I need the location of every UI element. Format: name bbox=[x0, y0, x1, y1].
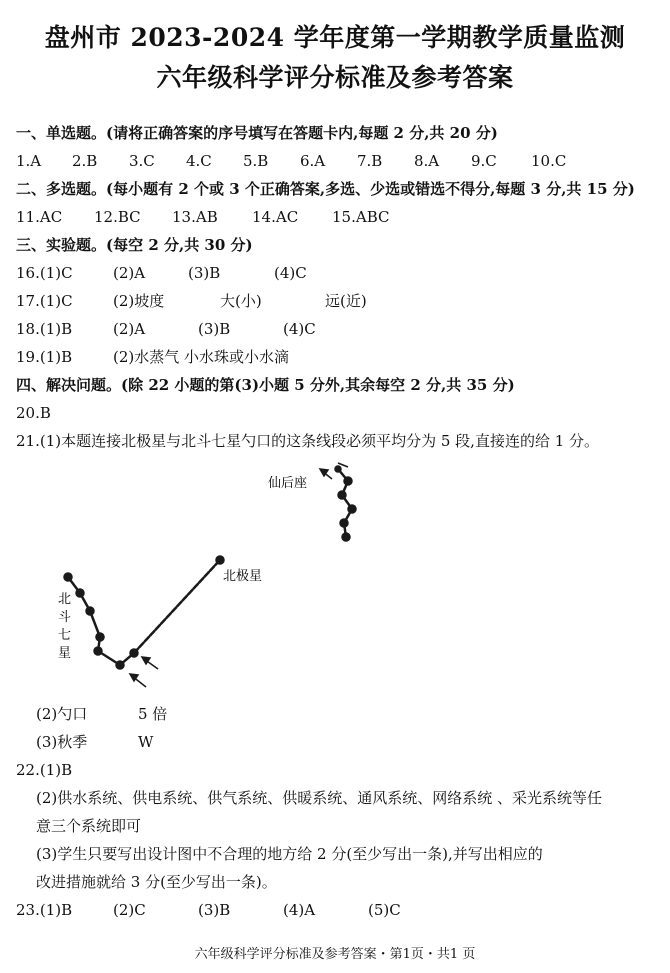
star-icon bbox=[342, 533, 350, 541]
star-icon bbox=[130, 649, 138, 657]
star-icon bbox=[340, 519, 348, 527]
q17-1: 17.(1)C bbox=[16, 292, 73, 310]
section1-heading: 一、单选题。(请将正确答案的序号填写在答题卡内,每题 2 分,共 20 分) bbox=[16, 124, 498, 142]
question-20: 20.B bbox=[16, 404, 51, 422]
question-22-part3-line2: 改进措施就给 3 分(至少写出一条)。 bbox=[36, 873, 277, 891]
q16-3: (3)B bbox=[188, 264, 221, 282]
answer-10: 10.C bbox=[531, 152, 567, 170]
label-polaris: 北极星 bbox=[223, 569, 263, 584]
q18-1: 18.(1)B bbox=[16, 320, 73, 338]
star-icon bbox=[64, 573, 72, 581]
label-dipper-3: 七 bbox=[58, 628, 72, 643]
answer-11: 11.AC bbox=[16, 208, 63, 226]
question-21-part2 bbox=[36, 704, 167, 724]
answer-4: 4.C bbox=[186, 152, 212, 170]
q16-4: (4)C bbox=[274, 264, 307, 282]
section1-answers bbox=[16, 151, 566, 171]
label-dipper-2: 斗 bbox=[58, 610, 72, 625]
polaris-connect-line bbox=[134, 560, 220, 653]
question-22-part1: 22.(1)B bbox=[16, 761, 73, 779]
q23-1: 23.(1)B bbox=[16, 901, 73, 919]
label-dipper-4: 星 bbox=[58, 646, 72, 661]
answer-13: 13.AB bbox=[172, 208, 218, 226]
q17-4: 远(近) bbox=[325, 292, 367, 310]
star-icon bbox=[76, 589, 84, 597]
q19-1: 19.(1)B bbox=[16, 348, 73, 366]
q21-2-label: (2)勺口 bbox=[36, 705, 88, 723]
star-map-diagram bbox=[40, 455, 380, 700]
question-17 bbox=[16, 291, 367, 311]
answer-3: 3.C bbox=[129, 152, 155, 170]
question-22-part2-line2: 意三个系统即可 bbox=[36, 817, 142, 835]
star-icon bbox=[116, 661, 124, 669]
question-18 bbox=[16, 319, 316, 339]
q19-2: (2)水蒸气 小水珠或小水滴 bbox=[113, 348, 290, 366]
q21-3-label: (3)秋季 bbox=[36, 733, 88, 751]
q17-2: (2)坡度 bbox=[113, 292, 165, 310]
answer-6: 6.A bbox=[300, 152, 326, 170]
star-icon bbox=[94, 647, 102, 655]
q17-3: 大(小) bbox=[220, 292, 262, 310]
answer-15: 15.ABC bbox=[332, 208, 390, 226]
star-icon bbox=[96, 633, 104, 641]
label-dipper-1: 北 bbox=[58, 592, 72, 607]
star-icon bbox=[338, 491, 346, 499]
section2-answers bbox=[16, 207, 389, 227]
q18-3: (3)B bbox=[198, 320, 231, 338]
answer-2: 2.B bbox=[72, 152, 98, 170]
document-title-line2: 六年级科学评分标准及参考答案 bbox=[156, 63, 514, 92]
answer-8: 8.A bbox=[414, 152, 440, 170]
star-icon bbox=[335, 466, 341, 472]
question-22-part3-line1: (3)学生只要写出设计图中不合理的地方给 2 分(至少写出一条),并写出相应的 bbox=[36, 845, 543, 863]
section4-heading: 四、解决问题。(除 22 小题的第(3)小题 5 分外,其余每空 2 分,共 35 分) bbox=[16, 376, 515, 394]
q21-2-answer: 5 倍 bbox=[138, 705, 168, 723]
q23-5: (5)C bbox=[368, 901, 401, 919]
section2-heading: 二、多选题。(每小题有 2 个或 3 个正确答案,多选、少选或错选不得分,每题 3 分,共 15 分) bbox=[16, 180, 635, 198]
question-19 bbox=[16, 347, 289, 367]
q18-4: (4)C bbox=[283, 320, 316, 338]
label-cassiopeia: 仙后座 bbox=[268, 476, 308, 491]
q23-3: (3)B bbox=[198, 901, 231, 919]
question-16 bbox=[16, 263, 307, 283]
q21-3-answer: W bbox=[138, 733, 154, 751]
answer-7: 7.B bbox=[357, 152, 383, 170]
document-title-line1: 盘州市 2023-2024 学年度第一学期教学质量监测 bbox=[44, 23, 626, 52]
q18-2: (2)A bbox=[113, 320, 146, 338]
q23-2: (2)C bbox=[113, 901, 146, 919]
question-22-part2-line1: (2)供水系统、供电系统、供气系统、供暖系统、通风系统、网络系统 、采光系统等任 bbox=[36, 789, 603, 807]
question-21-part1: 21.(1)本题连接北极星与北斗七星勺口的这条线段必须平均分为 5 段,直接连的给 1 分。 bbox=[16, 432, 600, 450]
question-21-part3 bbox=[36, 732, 153, 752]
star-icon bbox=[216, 556, 224, 564]
page-footer: 六年级科学评分标准及参考答案・第1页・共1 页 bbox=[194, 947, 476, 962]
q16-1: 16.(1)C bbox=[16, 264, 73, 282]
answer-14: 14.AC bbox=[252, 208, 299, 226]
answer-9: 9.C bbox=[471, 152, 497, 170]
question-23 bbox=[16, 900, 401, 920]
answer-5: 5.B bbox=[243, 152, 269, 170]
star-icon bbox=[86, 607, 94, 615]
q23-4: (4)A bbox=[283, 901, 316, 919]
answer-1: 1.A bbox=[16, 152, 42, 170]
star-icon bbox=[348, 505, 356, 513]
section3-heading: 三、实验题。(每空 2 分,共 30 分) bbox=[16, 236, 253, 254]
star-icon bbox=[344, 477, 352, 485]
answer-12: 12.BC bbox=[94, 208, 141, 226]
q16-2: (2)A bbox=[113, 264, 146, 282]
